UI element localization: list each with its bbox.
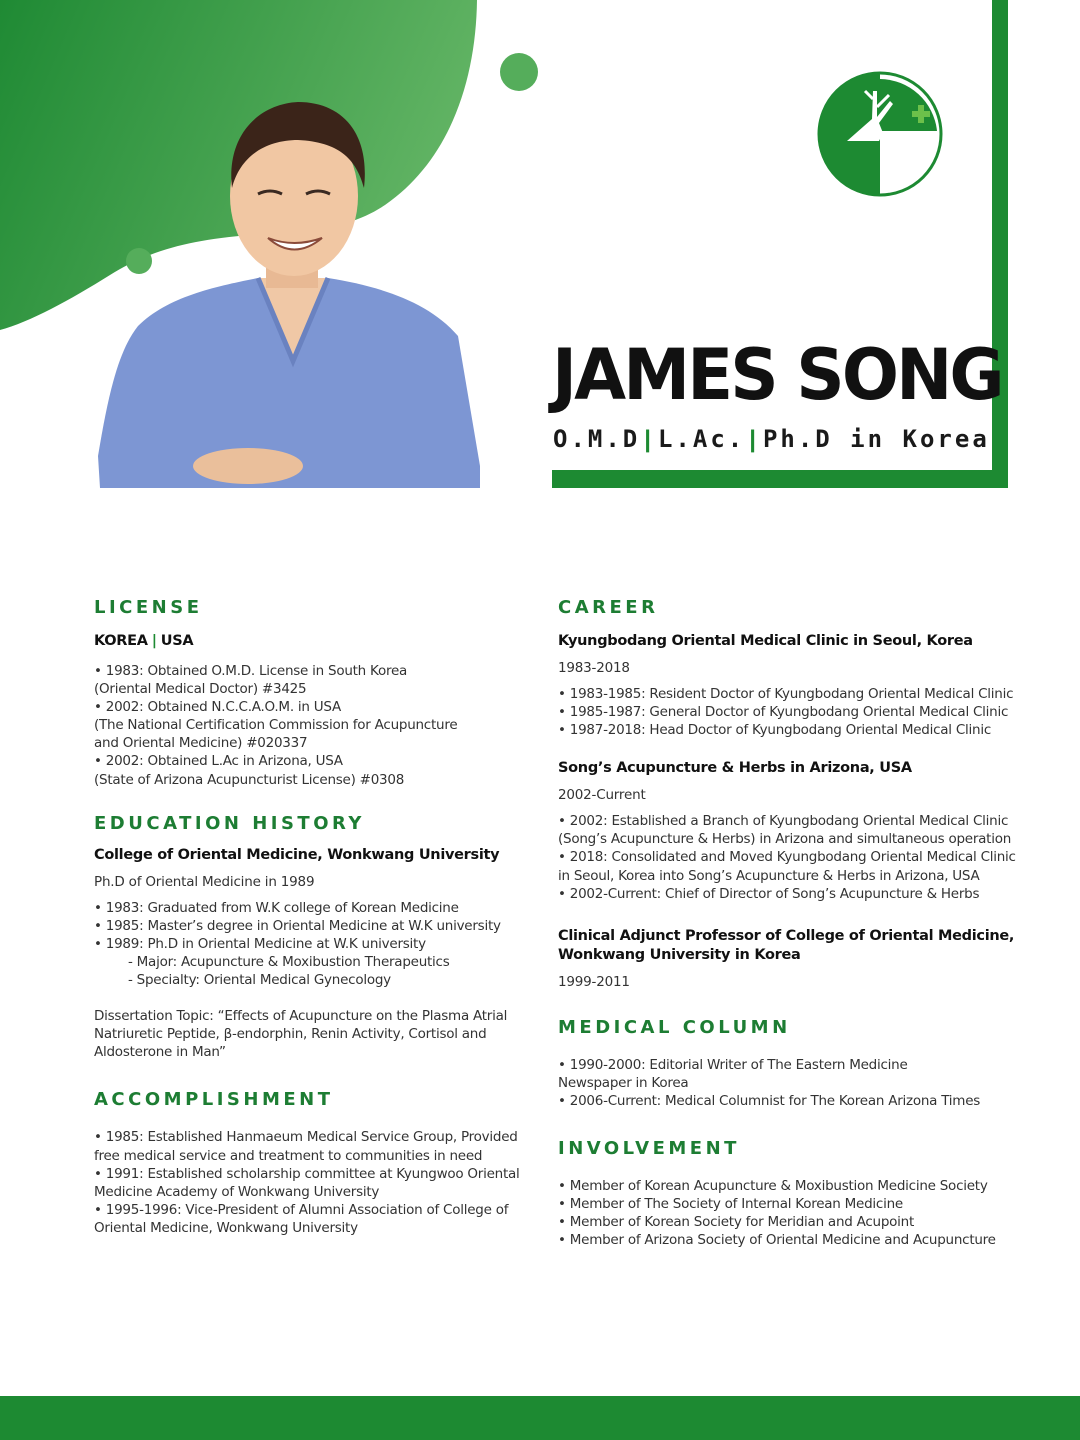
education-list: • 1983: Graduated from W.K college of Korean Medicine • 1985: Master’s degree in Oriental Medicine at W.K university • 1989: Ph.D in Oriental Medicine at W.K university - Major: Acupuncture & Moxibustion Therapeutics - Specialty: Oriental Medical Gynecology — [94, 899, 501, 989]
credentials — [553, 425, 990, 454]
medical-column-title: MEDICAL COLUMN — [558, 1016, 791, 1038]
credential-separator: | — [749, 426, 759, 453]
medical-column-list: • 1990-2000: Editorial Writer of The Eastern Medicine Newspaper in Korea • 2006-Current: Medical Columnist for The Korean Arizona Times — [558, 1056, 981, 1109]
involvement-title: INVOLVEMENT — [558, 1138, 740, 1160]
person-name: JAMES SONG — [552, 334, 1002, 416]
credential-omd: O.M.D — [553, 425, 641, 453]
accomplishment-list: • 1985: Established Hanmaeum Medical Service Group, Provided free medical service and treatment to communities in need • 1991: Established scholarship committee at Kyungwoo Oriental Medicine Academy of Wonkwang University • 1995-1996: Vice-President of Alumni Association of College of Oriental Medicine, Wonkwang University — [94, 1129, 520, 1236]
education-school: College of Oriental Medicine, Wonkwang University — [94, 846, 500, 863]
career-org-3: Clinical Adjunct Professor of College of Oriental Medicine, Wonkwang University in Korea — [558, 927, 1015, 963]
left-column — [94, 597, 524, 1237]
credential-separator: | — [644, 426, 654, 453]
career-list-1: • 1983-1985: Resident Doctor of Kyungbodang Oriental Medical Clinic • 1985-1987: General Doctor of Kyungbodang Oriental Medical Clinic • 1987-2018: Head Doctor of Kyungbodang Oriental Medical Clinic — [558, 686, 1014, 739]
career-org-2: Song’s Acupuncture & Herbs in Arizona, USA — [558, 760, 912, 777]
license-title: LICENSE — [94, 597, 203, 618]
credential-lac: L.Ac. — [657, 425, 746, 453]
career-org-1: Kyungbodang Oriental Medical Clinic in Seoul, Korea — [558, 633, 973, 649]
education-title: EDUCATION HISTORY — [94, 812, 365, 834]
portrait-photo — [98, 96, 480, 488]
career-title: CAREER — [558, 597, 659, 618]
credential-phd: Ph.D in Korea — [762, 425, 990, 453]
accomplishment-title: ACCOMPLISHMENT — [94, 1089, 334, 1111]
career-years-2: 2002-Current — [558, 787, 646, 804]
career-years-1: 1983-2018 — [558, 660, 630, 676]
decorative-dot-large — [500, 53, 538, 91]
frame-horizontal-bar — [552, 470, 1008, 488]
footer-green-bar — [0, 1396, 1080, 1440]
career-list-2: • 2002: Established a Branch of Kyungbodang Oriental Medical Clinic (Song’s Acupuncture & Herbs) in Arizona and simultaneous operation • 2018: Consolidated and Moved Kyungbodang Oriental Medical Clinic in Seoul, Korea into Song’s Acupuncture & Herbs in Arizona, USA • 2002-Current: Chief of Director of Song’s Acupuncture & Herbs — [558, 813, 1016, 902]
right-column — [558, 597, 1028, 1249]
dissertation-topic: Dissertation Topic: “Effects of Acupuncture on the Plasma Atrial Natriuretic Peptide, β-endorphin, Renin Activity, Cortisol and Aldosterone in Man” — [94, 1008, 508, 1061]
license-list: • 1983: Obtained O.M.D. License in South Korea (Oriental Medical Doctor) #3425 • 2002: Obtained N.C.C.A.O.M. in USA (The National Certification Commission for Acupuncture and Oriental Medicine) #020337 • 2002: Obtained L.Ac in Arizona, USA (State of Arizona Acupuncturist License) #0308 — [94, 663, 458, 788]
involvement-list: • Member of Korean Acupuncture & Moxibustion Medicine Society • Member of The Society of Internal Korean Medicine • Member of Korean Society for Meridian and Acupoint • Member of Arizona Society of Oriental Medicine and Acupuncture — [558, 1178, 996, 1249]
country-separator: | — [151, 633, 157, 649]
license-countries: KOREA | USA — [94, 633, 194, 649]
deer-medical-cross-logo — [817, 71, 943, 197]
education-degree: Ph.D of Oriental Medicine in 1989 — [94, 873, 315, 890]
career-years-3: 1999-2011 — [558, 973, 630, 990]
